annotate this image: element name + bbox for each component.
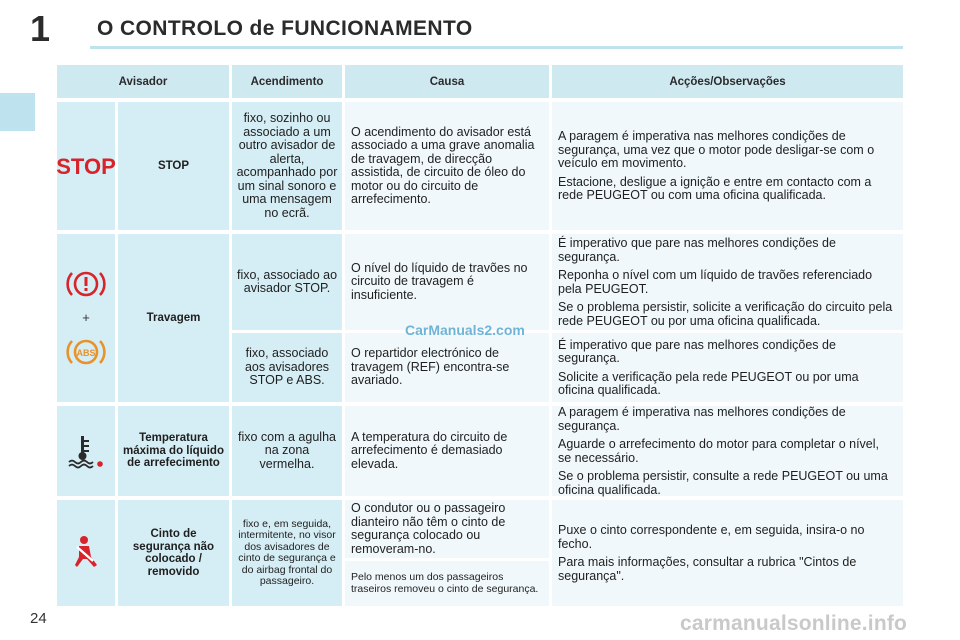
stop-cause: O acendimento do avisador está associado a uma grave anomalia de travagem, de direcção assistida, de circuito de óleo do motor ou do circuito de arrefecimento. bbox=[345, 102, 549, 230]
stop-actions bbox=[552, 102, 903, 230]
chapter-side-tab bbox=[0, 93, 35, 131]
stop-action-1: A paragem é imperativa nas melhores condições de segurança, uma vez que o motor pode desligar-se com o veículo em movimento. bbox=[558, 129, 875, 171]
coolant-warning-icon bbox=[57, 406, 115, 496]
svg-text:STOP: STOP bbox=[56, 154, 116, 179]
seatbelt-action-1: Puxe o cinto correspondente e, em seguida, insira-o no fecho. bbox=[558, 523, 865, 551]
seatbelt-lighting: fixo e, em seguida, intermitente, no visor dos avisadores de cinto de segurança e do airbag frontal do passageiro. bbox=[232, 500, 342, 606]
coolant-cause: A temperatura do circuito de arrefecimento é demasiado elevada. bbox=[345, 406, 549, 496]
stop-icon bbox=[56, 151, 116, 181]
brake-cause-a: O nível do líquido de travões no circuito de travagem é insuficiente. bbox=[345, 234, 549, 330]
brake-lighting-b: fixo, associado aos avisadores STOP e ABS. bbox=[232, 333, 342, 402]
brake-action-a-1: É imperativo que pare nas melhores condições de segurança. bbox=[558, 236, 836, 264]
brake-actions-a bbox=[552, 234, 903, 330]
coolant-name: Temperatura máxima do líquido de arrefecimento bbox=[118, 406, 229, 496]
chapter-number: 1 bbox=[30, 8, 51, 49]
header-causa: Causa bbox=[345, 65, 549, 98]
coolant-temperature-icon bbox=[66, 433, 106, 469]
seatbelt-actions bbox=[552, 500, 903, 606]
coolant-action-2: Aguarde o arrefecimento do motor para completar o nível, se necessário. bbox=[558, 437, 880, 465]
seatbelt-cause-a: O condutor ou o passageiro dianteiro não têm o cinto de segurança colocado ou removeram-no. bbox=[345, 500, 549, 558]
brake-lighting-a: fixo, associado ao avisador STOP. bbox=[232, 234, 342, 330]
brake-cause-b: O repartidor electrónico de travagem (REF) encontra-se avariado. bbox=[345, 333, 549, 402]
brake-warning-icon bbox=[66, 267, 106, 301]
brake-action-a-2: Reponha o nível com um líquido de travões referenciado pela PEUGEOT. bbox=[558, 268, 873, 296]
brake-name: Travagem bbox=[118, 234, 229, 402]
brake-actions-b bbox=[552, 333, 903, 402]
seatbelt-warning-icon bbox=[57, 500, 115, 606]
seatbelt-action-2: Para mais informações, consultar a rubrica "Cintos de segurança". bbox=[558, 555, 857, 583]
stop-action-2: Estacione, desligue a ignição e entre em contacto com a rede PEUGEOT ou com uma oficina qualificada. bbox=[558, 174, 872, 203]
brake-warning-icons bbox=[57, 234, 115, 402]
header-acendimento: Acendimento bbox=[232, 65, 342, 98]
svg-text:ABS: ABS bbox=[76, 347, 96, 358]
title-divider bbox=[90, 46, 903, 49]
brake-action-b-2: Solicite a verificação pela rede PEUGEOT ou por uma oficina qualificada. bbox=[558, 369, 859, 397]
plus-sign: + bbox=[82, 310, 90, 326]
header-accoes: Acções/Observações bbox=[552, 65, 903, 98]
page-title: O CONTROLO de FUNCIONAMENTO bbox=[97, 17, 473, 40]
coolant-actions bbox=[552, 406, 903, 496]
coolant-action-3: Se o problema persistir, consulte a rede PEUGEOT ou uma oficina qualificada. bbox=[558, 469, 888, 497]
seatbelt-icon bbox=[69, 535, 103, 571]
stop-warning-icon bbox=[57, 102, 115, 230]
seatbelt-cause-b: Pelo menos um dos passageiros traseiros removeu o cinto de segurança. bbox=[345, 561, 549, 606]
stop-lighting: fixo, sozinho ou associado a um outro avisador de alerta, acompanhado por um sinal sonoro e uma mensagem no ecrã. bbox=[232, 102, 342, 230]
coolant-lighting: fixo com a agulha na zona vermelha. bbox=[232, 406, 342, 496]
stop-name: STOP bbox=[118, 102, 229, 230]
header-avisador: Avisador bbox=[57, 65, 229, 98]
seatbelt-name: Cinto de segurança não colocado / removido bbox=[118, 500, 229, 606]
brake-action-a-3: Se o problema persistir, solicite a verificação do circuito pela rede PEUGEOT ou por uma oficina qualificada. bbox=[558, 300, 893, 328]
page-number: 24 bbox=[30, 610, 47, 627]
brake-action-b-1: É imperativo que pare nas melhores condições de segurança. bbox=[558, 337, 836, 365]
watermark: CarManuals2.com bbox=[405, 322, 525, 338]
coolant-action-1: A paragem é imperativa nas melhores condições de segurança. bbox=[558, 405, 846, 433]
abs-warning-icon bbox=[66, 335, 106, 369]
footer-watermark: carmanualsonline.info bbox=[680, 612, 908, 635]
